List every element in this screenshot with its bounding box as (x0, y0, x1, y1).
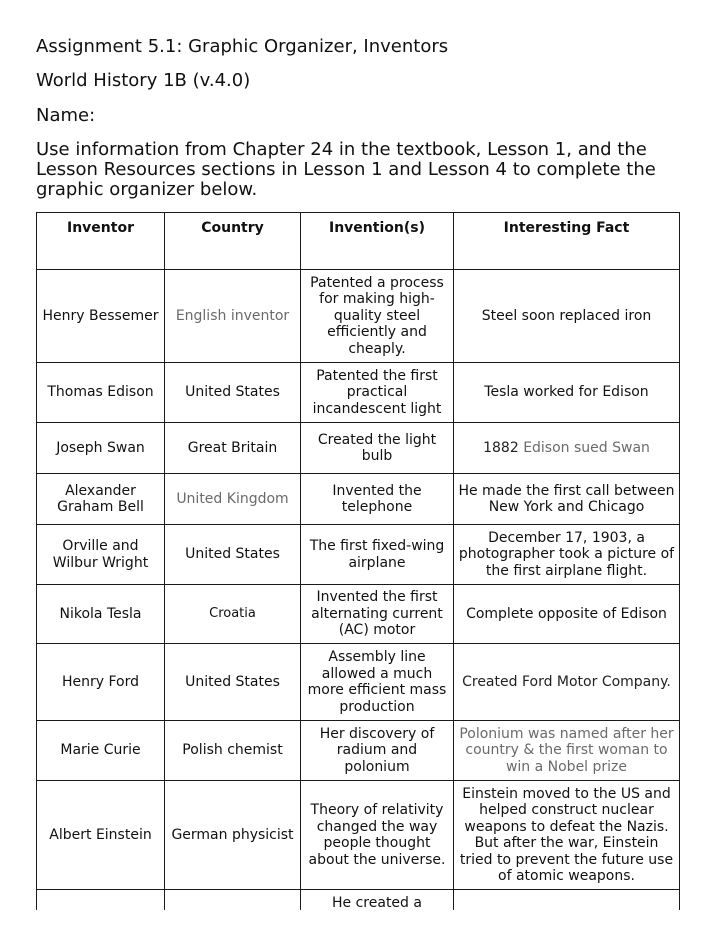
cell-country: United States (165, 644, 301, 721)
header-interesting-fact: Interesting Fact (454, 213, 680, 270)
table-header-row (37, 213, 680, 270)
table-row (37, 644, 680, 721)
cell-country: United Kingdom (165, 474, 301, 525)
graphic-organizer (36, 212, 680, 910)
cell-inventor: Joseph Swan (37, 423, 165, 474)
cell-fact: Steel soon replaced iron (454, 270, 680, 363)
cell-inventor: Nikola Tesla (37, 585, 165, 644)
header-country: Country (165, 213, 301, 270)
page-title: Assignment 5.1: Graphic Organizer, Inventors (36, 36, 449, 57)
cell-invention: Assembly line allowed a much more efficient mass production (301, 644, 454, 721)
cell-fact: Complete opposite of Edison (454, 585, 680, 644)
name-label: Name: (36, 105, 96, 126)
inventors-table (36, 212, 680, 910)
cell-invention: Created the light bulb (301, 423, 454, 474)
table-row (37, 474, 680, 525)
cell-fact (454, 423, 680, 474)
cell-country: German physicist (165, 781, 301, 890)
header-inventions: Invention(s) (301, 213, 454, 270)
cell-country: Great Britain (165, 423, 301, 474)
table-row (37, 270, 680, 363)
cell-fact: December 17, 1903, a photographer took a picture of the first airplane flight. (454, 525, 680, 585)
cell-inventor: Henry Ford (37, 644, 165, 721)
table-row (37, 363, 680, 423)
cell-inventor: Marie Curie (37, 721, 165, 781)
cell-fact: Tesla worked for Edison (454, 363, 680, 423)
cell-country: Polish chemist (165, 721, 301, 781)
cell-invention: The first fixed-wing airplane (301, 525, 454, 585)
table-row (37, 890, 680, 911)
cell-country: Croatia (165, 585, 301, 644)
cell-inventor: Orville and Wilbur Wright (37, 525, 165, 585)
cell-invention: Invented the telephone (301, 474, 454, 525)
fact-text: Edison sued Swan (523, 439, 650, 456)
cell-invention: Invented the first alternating current (AC) motor (301, 585, 454, 644)
cell-invention: He created a (301, 890, 454, 911)
fact-year: 1882 (483, 439, 519, 456)
cell-country: United States (165, 363, 301, 423)
cell-country: English inventor (165, 270, 301, 363)
table-row (37, 525, 680, 585)
cell-inventor: Alexander Graham Bell (37, 474, 165, 525)
cell-fact (454, 890, 680, 911)
cell-inventor: Albert Einstein (37, 781, 165, 890)
cell-inventor: Henry Bessemer (37, 270, 165, 363)
table-row (37, 721, 680, 781)
header-inventor: Inventor (37, 213, 165, 270)
cell-invention: Her discovery of radium and polonium (301, 721, 454, 781)
table-row (37, 585, 680, 644)
cell-fact: Einstein moved to the US and helped construct nuclear weapons to defeat the Nazis. But after the war, Einstein tried to prevent the future use of atomic weapons. (454, 781, 680, 890)
cell-fact: Polonium was named after her country & the first woman to win a Nobel prize (454, 721, 680, 781)
course-label: World History 1B (v.4.0) (36, 70, 251, 91)
table-row (37, 423, 680, 474)
cell-invention: Patented the first practical incandescent light (301, 363, 454, 423)
cell-invention: Theory of relativity changed the way people thought about the universe. (301, 781, 454, 890)
instructions: Use information from Chapter 24 in the textbook, Lesson 1, and the Lesson Resources sections in Lesson 1 and Lesson 4 to complete the graphic organizer below. (36, 139, 656, 200)
cell-fact: Created Ford Motor Company. (454, 644, 680, 721)
cell-inventor: Thomas Edison (37, 363, 165, 423)
cell-invention: Patented a process for making high-quality steel efficiently and cheaply. (301, 270, 454, 363)
cell-fact: He made the first call between New York and Chicago (454, 474, 680, 525)
cell-country: United States (165, 525, 301, 585)
cell-country (165, 890, 301, 911)
cell-inventor (37, 890, 165, 911)
table-row (37, 781, 680, 890)
